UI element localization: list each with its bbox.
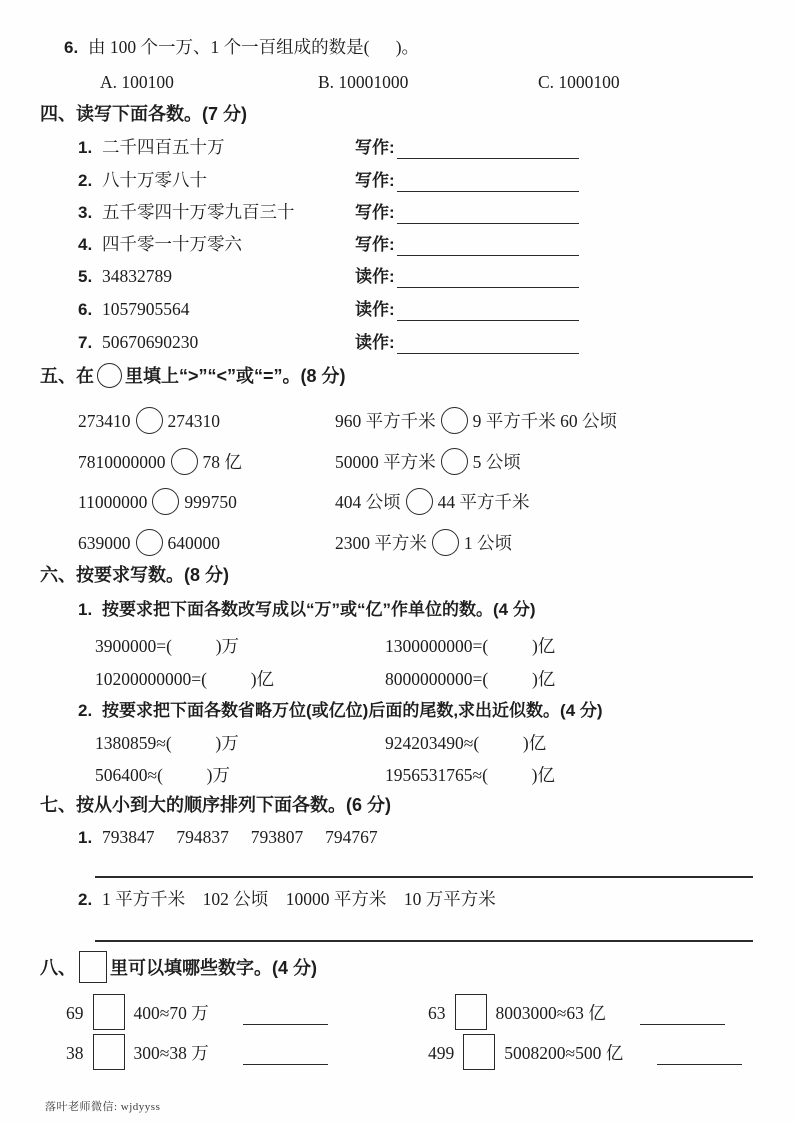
value-b: 640000 [167, 533, 220, 553]
item-number: 1. [78, 828, 93, 847]
comparison-circle [406, 488, 433, 515]
comparison-row [0, 447, 794, 481]
section-4-heading: 四、读写下面各数。(7 分) [40, 104, 247, 124]
number-suffix: 400≈70 万 [133, 1003, 209, 1023]
comparison-circle [136, 529, 163, 556]
item-number: 2. [78, 890, 93, 909]
item-text: 五千零四十万零九百三十 [102, 202, 295, 222]
ordering-item-1 [78, 824, 378, 851]
heading-text-post: 里可以填哪些数字。(4 分) [110, 958, 317, 978]
comparison-row [0, 487, 794, 521]
item-text: 1057905564 [102, 299, 190, 319]
read-write-item [78, 329, 579, 356]
number-prefix: 69 [66, 1003, 84, 1023]
comparison-right [335, 487, 530, 517]
item-text: 34832789 [102, 266, 172, 286]
number-suffix: 300≈38 万 [133, 1043, 209, 1063]
sub-question-text: 按要求把下面各数省略万位(或亿位)后面的尾数,求出近似数。(4 分) [102, 701, 603, 720]
read-label: 读作: [355, 333, 395, 352]
read-label: 读作: [355, 267, 395, 286]
sub-question-text: 按要求把下面各数改写成以“万”或“亿”作单位的数。(4 分) [102, 600, 536, 619]
comparison-circle [432, 529, 459, 556]
digit-fill-row [0, 1034, 794, 1074]
comparison-right [335, 528, 512, 558]
number-prefix: 499 [428, 1043, 455, 1063]
answer-blank [397, 203, 579, 224]
answer-blank [397, 267, 579, 288]
digit-fill-item [428, 1034, 742, 1072]
answer-blank [397, 171, 579, 192]
write-label: 写作: [355, 171, 395, 190]
number-prefix: 38 [66, 1043, 84, 1063]
comparison-row [0, 406, 794, 440]
read-write-item [78, 134, 579, 161]
option-a: A. 100100 [100, 72, 174, 92]
comparison-left [78, 487, 237, 517]
comparison-left [78, 528, 220, 558]
comparison-right [335, 447, 521, 477]
item-text: 八十万零八十 [102, 170, 207, 190]
value-b: 44 平方千米 [437, 492, 530, 512]
item-text: 50670690230 [102, 332, 199, 352]
square-box-icon [79, 951, 107, 983]
rewrite-row [0, 631, 794, 665]
rounding-left: 1380859≈( )万 [95, 733, 239, 753]
read-label: 读作: [355, 300, 395, 319]
rounding-right: 924203490≈( )亿 [385, 733, 547, 753]
item-number: 1. [78, 138, 93, 157]
rewrite-right: 1300000000=( )亿 [385, 636, 556, 656]
answer-blank [397, 333, 579, 354]
digit-box [463, 1034, 495, 1070]
heading-text-pre: 八、 [40, 958, 76, 978]
value-b: 999750 [184, 492, 237, 512]
comparison-row [0, 528, 794, 562]
answer-blank [397, 300, 579, 321]
item-text: 二千四百五十万 [102, 137, 225, 157]
item-values: 793847 794837 793807 794767 [102, 827, 378, 847]
value-a: 639000 [78, 533, 131, 553]
option-c: C. 1000100 [538, 72, 620, 92]
read-write-item [78, 296, 579, 323]
rewrite-row [0, 664, 794, 698]
section-6-sub2-heading [78, 697, 603, 724]
write-label: 写作: [355, 138, 395, 157]
rounding-left: 506400≈( )万 [95, 765, 231, 785]
number-prefix: 63 [428, 1003, 446, 1023]
item-number: 2. [78, 171, 93, 190]
item-number: 3. [78, 203, 93, 222]
value-a: 7810000000 [78, 452, 166, 472]
number-suffix: 8003000≈63 亿 [495, 1003, 606, 1023]
answer-rule-line [95, 876, 753, 878]
question-6 [64, 34, 419, 61]
value-a: 273410 [78, 411, 131, 431]
value-a: 960 平方千米 [335, 411, 436, 431]
value-b: 1 公顷 [463, 533, 512, 553]
rewrite-right: 8000000000=( )亿 [385, 669, 556, 689]
item-number: 5. [78, 267, 93, 286]
value-a: 50000 平方米 [335, 452, 436, 472]
answer-blank [243, 1004, 328, 1025]
read-write-item [78, 231, 579, 258]
comparison-circle [152, 488, 179, 515]
read-write-item [78, 167, 579, 194]
section-6-sub1-heading [78, 596, 536, 623]
item-values: 1 平方千米 102 公顷 10000 平方米 10 万平方米 [102, 889, 496, 909]
item-text: 四千零一十万零六 [102, 234, 242, 254]
teacher-wechat-watermark: 落叶老师微信: wjdyyss [45, 1101, 161, 1113]
answer-blank [397, 138, 579, 159]
rounding-row [0, 760, 794, 794]
heading-text-pre: 五、在 [40, 366, 94, 386]
value-b: 5 公顷 [472, 452, 521, 472]
digit-fill-row [0, 994, 794, 1034]
comparison-circle [136, 407, 163, 434]
comparison-circle [441, 448, 468, 475]
sub-question-number: 1. [78, 600, 93, 619]
value-a: 11000000 [78, 492, 148, 512]
digit-box [455, 994, 487, 1030]
section-7-heading: 七、按从小到大的顺序排列下面各数。(6 分) [40, 795, 391, 815]
sub-question-number: 2. [78, 701, 93, 720]
answer-blank [243, 1044, 328, 1065]
comparison-left [78, 447, 242, 477]
digit-fill-item [66, 1034, 328, 1072]
rewrite-left: 3900000=( )万 [95, 636, 240, 656]
answer-blank [640, 1004, 725, 1025]
read-write-item [78, 263, 579, 290]
section-8-heading [40, 951, 317, 985]
write-label: 写作: [355, 203, 395, 222]
digit-fill-item [66, 994, 328, 1032]
value-b: 78 亿 [202, 452, 242, 472]
item-number: 7. [78, 333, 93, 352]
comparison-left [78, 406, 220, 436]
number-suffix: 5008200≈500 亿 [504, 1043, 624, 1063]
write-label: 写作: [355, 235, 395, 254]
comparison-circle [171, 448, 198, 475]
value-a: 2300 平方米 [335, 533, 427, 553]
value-b: 9 平方千米 60 公顷 [472, 411, 617, 431]
answer-blank [397, 235, 579, 256]
circle-icon [97, 363, 122, 388]
option-b: B. 10001000 [318, 72, 409, 92]
rounding-right: 1956531765≈( )亿 [385, 765, 556, 785]
value-b: 274310 [167, 411, 220, 431]
answer-rule-line [95, 940, 753, 942]
ordering-item-2 [78, 886, 496, 913]
section-5-heading [40, 363, 346, 390]
answer-blank [657, 1044, 742, 1065]
rounding-row [0, 728, 794, 762]
question-number: 6. [64, 38, 79, 57]
section-6-heading: 六、按要求写数。(8 分) [40, 565, 229, 585]
digit-fill-item [428, 994, 725, 1032]
value-a: 404 公顷 [335, 492, 401, 512]
comparison-circle [441, 407, 468, 434]
rewrite-left: 10200000000=( )亿 [95, 669, 275, 689]
question-text: 由 100 个一万、1 个一百组成的数是( )。 [88, 37, 420, 57]
digit-box [93, 994, 125, 1030]
item-number: 6. [78, 300, 93, 319]
read-write-item [78, 199, 579, 226]
comparison-right [335, 406, 617, 436]
item-number: 4. [78, 235, 93, 254]
heading-text-post: 里填上“>”“<”或“=”。(8 分) [125, 366, 346, 386]
digit-box [93, 1034, 125, 1070]
